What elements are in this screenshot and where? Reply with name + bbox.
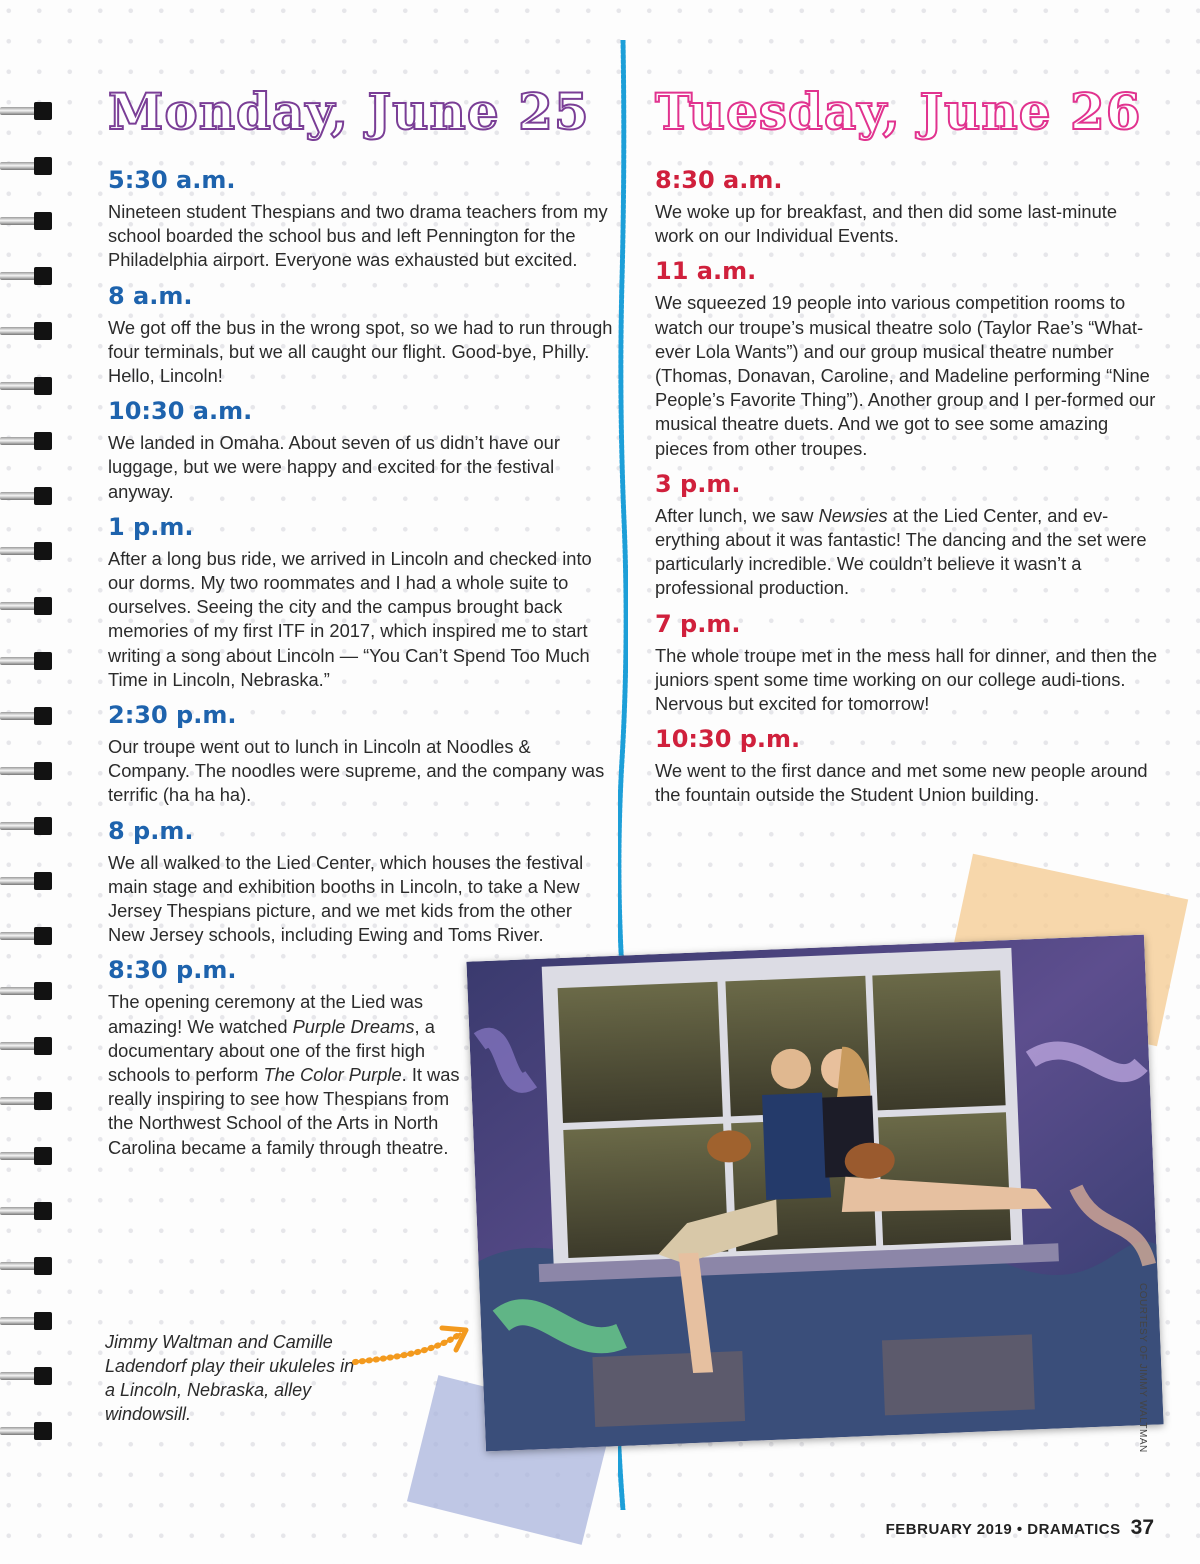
binding-ring — [0, 707, 56, 725]
binding-ring — [0, 542, 56, 560]
entry-time: 10:30 p.m. — [655, 725, 801, 754]
entry-time: 7 p.m. — [655, 609, 741, 638]
binding-ring — [0, 1202, 56, 1220]
entry-time: 10:30 a.m. — [108, 397, 253, 426]
binding-ring — [0, 982, 56, 1000]
show-title: The Color Purple — [263, 1064, 402, 1086]
entry-text: We went to the first dance and met some new people around the fountain outside the Student Union building. — [655, 760, 1148, 806]
entry-time: 8:30 p.m. — [108, 956, 237, 985]
entry-time: 5:30 a.m. — [108, 166, 236, 194]
binding-ring — [0, 762, 56, 780]
entry-time: 11 a.m. — [655, 257, 757, 286]
binding-ring — [0, 872, 56, 890]
entry-time: 8 p.m. — [108, 816, 194, 845]
binding-ring — [0, 1312, 56, 1330]
binding-ring — [0, 212, 56, 230]
arrow-icon — [350, 1320, 480, 1370]
page-number: 37 — [1130, 1516, 1154, 1539]
photo-credit: COURTESY OF JIMMY WALTMAN — [1137, 1283, 1148, 1453]
entry-text: The whole troupe met in the mess hall for dinner, and then the juniors spent some time working on our college audi-tions. Nervous but excited for tomorrow! — [655, 644, 1158, 715]
entry-time: 1 p.m. — [108, 512, 194, 541]
binding-ring — [0, 1257, 56, 1275]
binding-ring — [0, 1422, 56, 1440]
binding-ring — [0, 487, 56, 505]
entry-time: 2:30 p.m. — [108, 701, 237, 730]
entry-time: 3 p.m. — [655, 469, 741, 498]
show-title: Newsies — [818, 504, 888, 526]
spiral-binding — [0, 60, 64, 1480]
entry-text: Our troupe went out to lunch in Lincoln at Noodles & Company. The noodles were supreme, and the company was terrific (ha ha ha). — [108, 736, 605, 806]
entry-time: 8:30 a.m. — [655, 166, 783, 194]
binding-ring — [0, 267, 56, 285]
entry-text: We all walked to the Lied Center, which houses the festival main stage and exhibition booths in Lincoln, to take a New Jersey Thespians picture, and we met kids from the other New Jersey schools, including Ewing and Toms River. — [108, 851, 584, 946]
entry-time: 8 a.m. — [108, 281, 193, 310]
ukulele-players-photo — [466, 935, 1163, 1452]
entry-text: We woke up for breakfast, and then did some last-minute work on our Individual Events. — [655, 201, 1118, 247]
binding-ring — [0, 652, 56, 670]
entry-text: Nineteen student Thespians and two drama teachers from my school boarded the school bus and left Pennington for the Philadelphia airport. Everyone was exhausted but excited. — [108, 201, 608, 271]
photo — [466, 935, 1163, 1452]
entry-text: The opening ceremony at the Lied was amazing! We watched Purple Dreams, a documentary about one of the first high schools to perform The Color Purple. It was really inspiring to see how Thespians from the Northwest School of the Arts in North Carolina became a family through theatre. — [108, 991, 460, 1158]
tuesday-heading: Tuesday, June 26 — [655, 82, 1142, 141]
binding-ring — [0, 322, 56, 340]
binding-ring — [0, 102, 56, 120]
binding-ring — [0, 1367, 56, 1385]
binding-ring — [0, 1037, 56, 1055]
monday-heading: Monday, June 25 — [108, 82, 590, 141]
film-title: Purple Dreams — [292, 1015, 415, 1037]
binding-ring — [0, 432, 56, 450]
binding-ring — [0, 1092, 56, 1110]
entry-text: We squeezed 19 people into various competition rooms to watch our troupe’s musical theatre solo (Taylor Rae’s “What-ever Lola Wants”) and our group musical theatre number (Thomas, Donavan, Caroline, and Madeline performing “Nine People’s Favorite Thing”). Another group and I per-formed our musical theatre duets. And we got to see some amazing pieces from other troupes. — [655, 292, 1156, 459]
binding-ring — [0, 597, 56, 615]
entry-text: We got off the bus in the wrong spot, so we had to run through four terminals, but we all caught our flight. Good-bye, Philly. Hello, Lincoln! — [108, 316, 613, 387]
binding-ring — [0, 817, 56, 835]
magazine-issue: FEBRUARY 2019 • DRAMATICS — [885, 1521, 1121, 1538]
binding-ring — [0, 927, 56, 945]
photo-caption: Jimmy Waltman and Camille Ladendorf play their ukuleles in a Lincoln, Nebraska, alley windowsill. — [105, 1332, 355, 1424]
entry-text: We landed in Omaha. About seven of us didn’t have our luggage, but we were happy and excited for the festival anyway. — [108, 432, 560, 502]
binding-ring — [0, 377, 56, 395]
tuesday-column — [655, 165, 1160, 816]
entry-text: After a long bus ride, we arrived in Lincoln and checked into our dorms. My two roommates and I had a whole suite to ourselves. Seeing the city and the campus brought back memories of my first ITF in 2017, which inspired me to start writing a song about Lincoln — “You Can’t Spend Too Much Time in Lincoln, Nebraska.” — [108, 547, 592, 690]
binding-ring — [0, 1147, 56, 1165]
binding-ring — [0, 157, 56, 175]
entry-text: After lunch, we saw Newsies at the Lied Center, and ev-erything about it was fantastic! The dancing and the set were particularly incredible. We couldn’t believe it wasn’t a professional production. — [655, 504, 1147, 599]
page-footer — [886, 1516, 1154, 1540]
